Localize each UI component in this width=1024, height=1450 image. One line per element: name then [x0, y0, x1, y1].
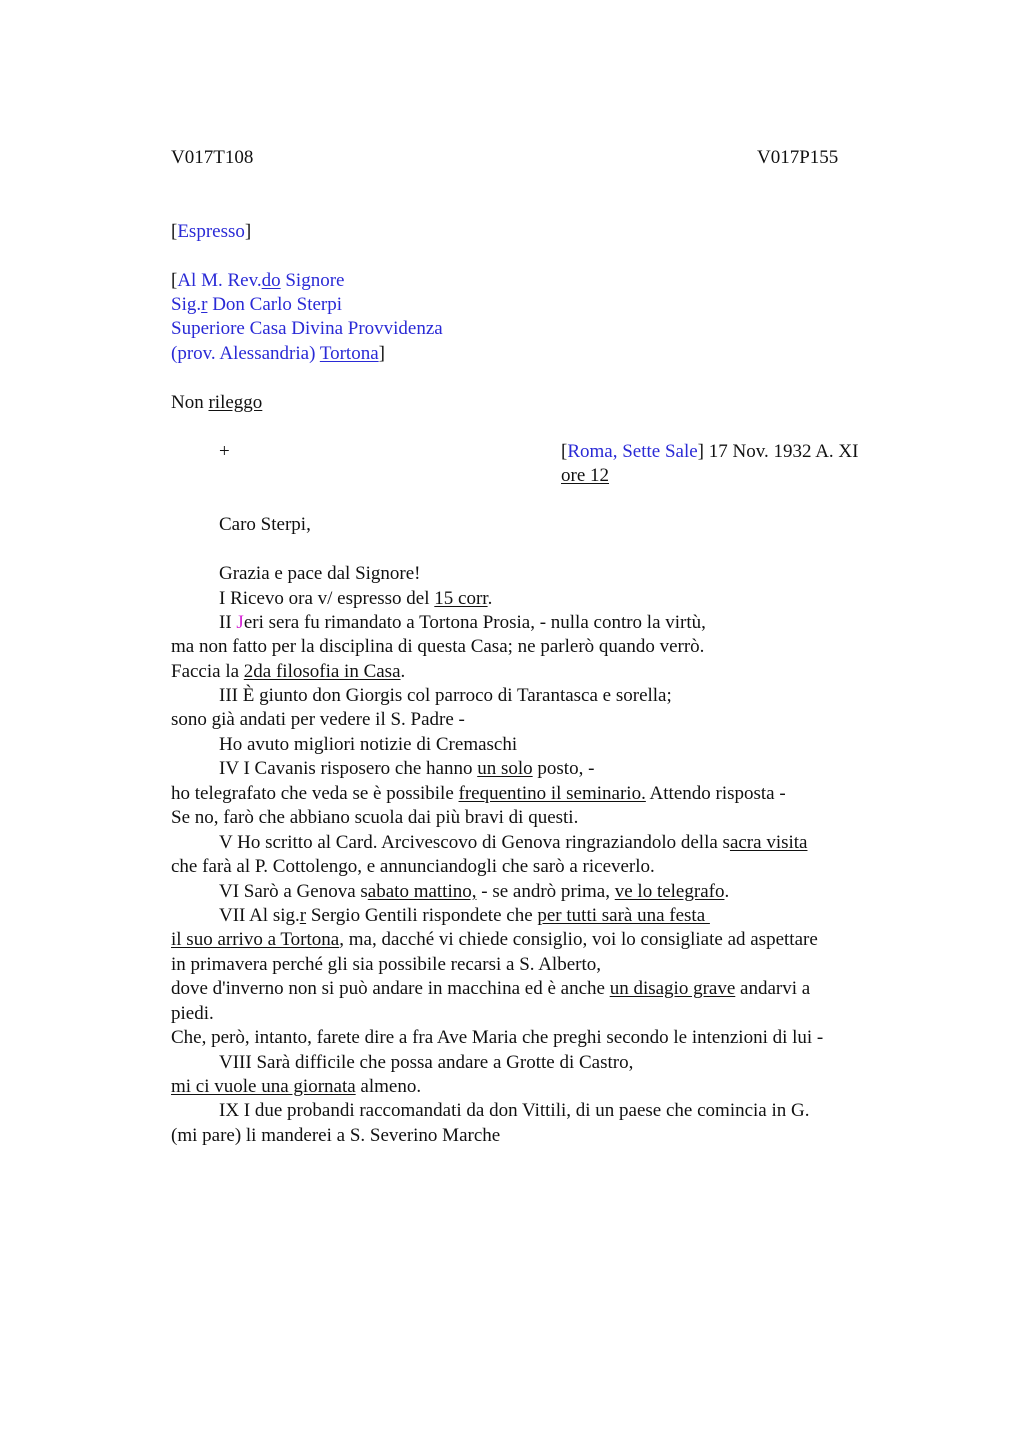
paragraph-2-line-2: ma non fatto per la disciplina di questa Casa; ne parlerò quando verrò. — [171, 636, 705, 657]
body-underlined: acra visita — [729, 832, 808, 853]
body-underlined: ve lo telegrafo — [614, 881, 725, 902]
body-text: - se andrò prima, — [476, 881, 615, 902]
paragraph-6 — [219, 880, 729, 904]
address-line-2 — [171, 293, 342, 317]
body-abbrev: r — [299, 905, 307, 926]
body-text: eri sera fu rimandato a Tortona Prosia, - nulla contro la virtù, — [243, 612, 706, 633]
dateline-time: ore 12 — [561, 465, 610, 486]
dateline-date: 17 Nov. 1932 A. XI — [704, 441, 859, 462]
address-city: Tortona — [319, 343, 379, 364]
body-text: Faccia la — [171, 661, 244, 682]
body-underlined: un solo — [477, 758, 533, 779]
body-underlined: un disagio grave — [609, 978, 736, 999]
body-text: Sergio Gentili rispondete che — [306, 905, 538, 926]
note-line — [171, 391, 262, 415]
espresso-line: [Espresso] — [171, 221, 252, 242]
body-text: . — [400, 661, 406, 682]
address-abbrev: do — [261, 270, 281, 291]
address-line-1: [Al M. Rev.do Signore — [171, 270, 345, 291]
body-text: V Ho scritto al Card. Arcivescovo di Genova ringraziandolo della s — [219, 832, 730, 853]
address-text: Al M. Rev. — [177, 270, 262, 291]
body-text: VII Al sig. — [219, 905, 300, 926]
body-text: Attendo risposta - — [645, 783, 786, 804]
body-text: . — [487, 588, 493, 609]
body-underlined: abato mattino, — [367, 881, 477, 902]
paragraph-1 — [219, 587, 492, 611]
paragraph-7-line-5: piedi. — [171, 1003, 214, 1024]
paragraph-7-line-1 — [219, 904, 710, 928]
greeting: Grazia e pace dal Signore! — [219, 563, 421, 584]
body-text: VI Sarò a Genova s — [219, 881, 368, 902]
paragraph-2-line-1 — [219, 611, 706, 635]
paragraph-5-line-2: che farà al P. Cottolengo, e annunciandogli che sarò a riceverlo. — [171, 856, 655, 877]
address-abbrev: r — [201, 294, 208, 315]
body-underlined: per tutti sarà una festa — [537, 905, 710, 926]
paragraph-4-line-2 — [171, 782, 786, 806]
document-code-right: V017P155 — [757, 147, 839, 168]
paragraph-3-line-1: III È giunto don Giorgis col parroco di Tarantasca e sorella; — [219, 685, 672, 706]
address-line-4: (prov. Alessandria) Tortona] — [171, 343, 385, 364]
paragraph-5-line-1 — [219, 831, 807, 855]
paragraph-7-line-3: in primavera perché gli sia possibile recarsi a S. Alberto, — [171, 954, 602, 975]
address-text: (prov. Alessandria) — [171, 343, 320, 364]
paragraph-7-line-2 — [171, 928, 818, 952]
paragraph-3-line-2: sono già andati per vedere il S. Padre - — [171, 709, 465, 730]
espresso-label: Espresso — [177, 221, 245, 242]
body-text: dove d'inverno non si può andare in macchina ed è anche — [171, 978, 610, 999]
body-text: I Ricevo ora v/ espresso del — [219, 588, 435, 609]
address-text: Sig. — [171, 294, 202, 315]
note-underlined: rileggo — [208, 392, 263, 413]
paragraph-9-line-2: (mi pare) li manderei a S. Severino Marche — [171, 1125, 501, 1146]
address-text: Signore — [280, 270, 345, 291]
paragraph-7-line-6: Che, però, intanto, farete dire a fra Ave Maria che preghi secondo le intenzioni di lui - — [171, 1027, 824, 1048]
paragraph-8-line-2 — [171, 1075, 421, 1099]
salutation: Caro Sterpi, — [219, 514, 311, 535]
body-underlined: 2da filosofia in Casa — [243, 661, 401, 682]
body-text: andarvi a — [735, 978, 811, 999]
dateline-place-date: [Roma, Sette Sale] 17 Nov. 1932 A. XI — [561, 441, 859, 462]
paragraph-4-line-1 — [219, 757, 594, 781]
note-text: Non — [171, 392, 209, 413]
body-text: , ma, dacché vi chiede consiglio, voi lo consigliate ad aspettare — [339, 929, 818, 950]
body-initial: J — [236, 612, 244, 633]
address-text: Don Carlo Sterpi — [207, 294, 343, 315]
cross-symbol: + — [219, 441, 230, 462]
paragraph-4-line-3: Se no, farò che abbiano scuola dai più bravi di questi. — [171, 807, 579, 828]
body-text: IV I Cavanis risposero che hanno — [219, 758, 478, 779]
paragraph-9-line-1: IX I due probandi raccomandati da don Vittili, di un paese che comincia in G. — [219, 1100, 810, 1121]
body-text: almeno. — [355, 1076, 422, 1097]
paragraph-8-line-1: VIII Sarà difficile che possa andare a Grotte di Castro, — [219, 1052, 634, 1073]
body-text: posto, - — [532, 758, 595, 779]
paragraph-7-line-4 — [171, 977, 810, 1001]
body-underlined: mi ci vuole una giornata — [171, 1076, 356, 1097]
paragraph-2-line-3 — [171, 660, 405, 684]
body-underlined: il suo arrivo a Tortona — [171, 929, 340, 950]
paragraph-3-line-3: Ho avuto migliori notizie di Cremaschi — [219, 734, 518, 755]
body-text: II — [219, 612, 237, 633]
document-code-left: V017T108 — [171, 147, 254, 168]
body-underlined: 15 corr — [434, 588, 488, 609]
address-line-3: Superiore Casa Divina Provvidenza — [171, 318, 443, 339]
body-text: ho telegrafato che veda se è possibile — [171, 783, 459, 804]
body-text: . — [724, 881, 730, 902]
body-underlined: frequentino il seminario. — [458, 783, 646, 804]
dateline-place: Roma, Sette Sale — [567, 441, 698, 462]
